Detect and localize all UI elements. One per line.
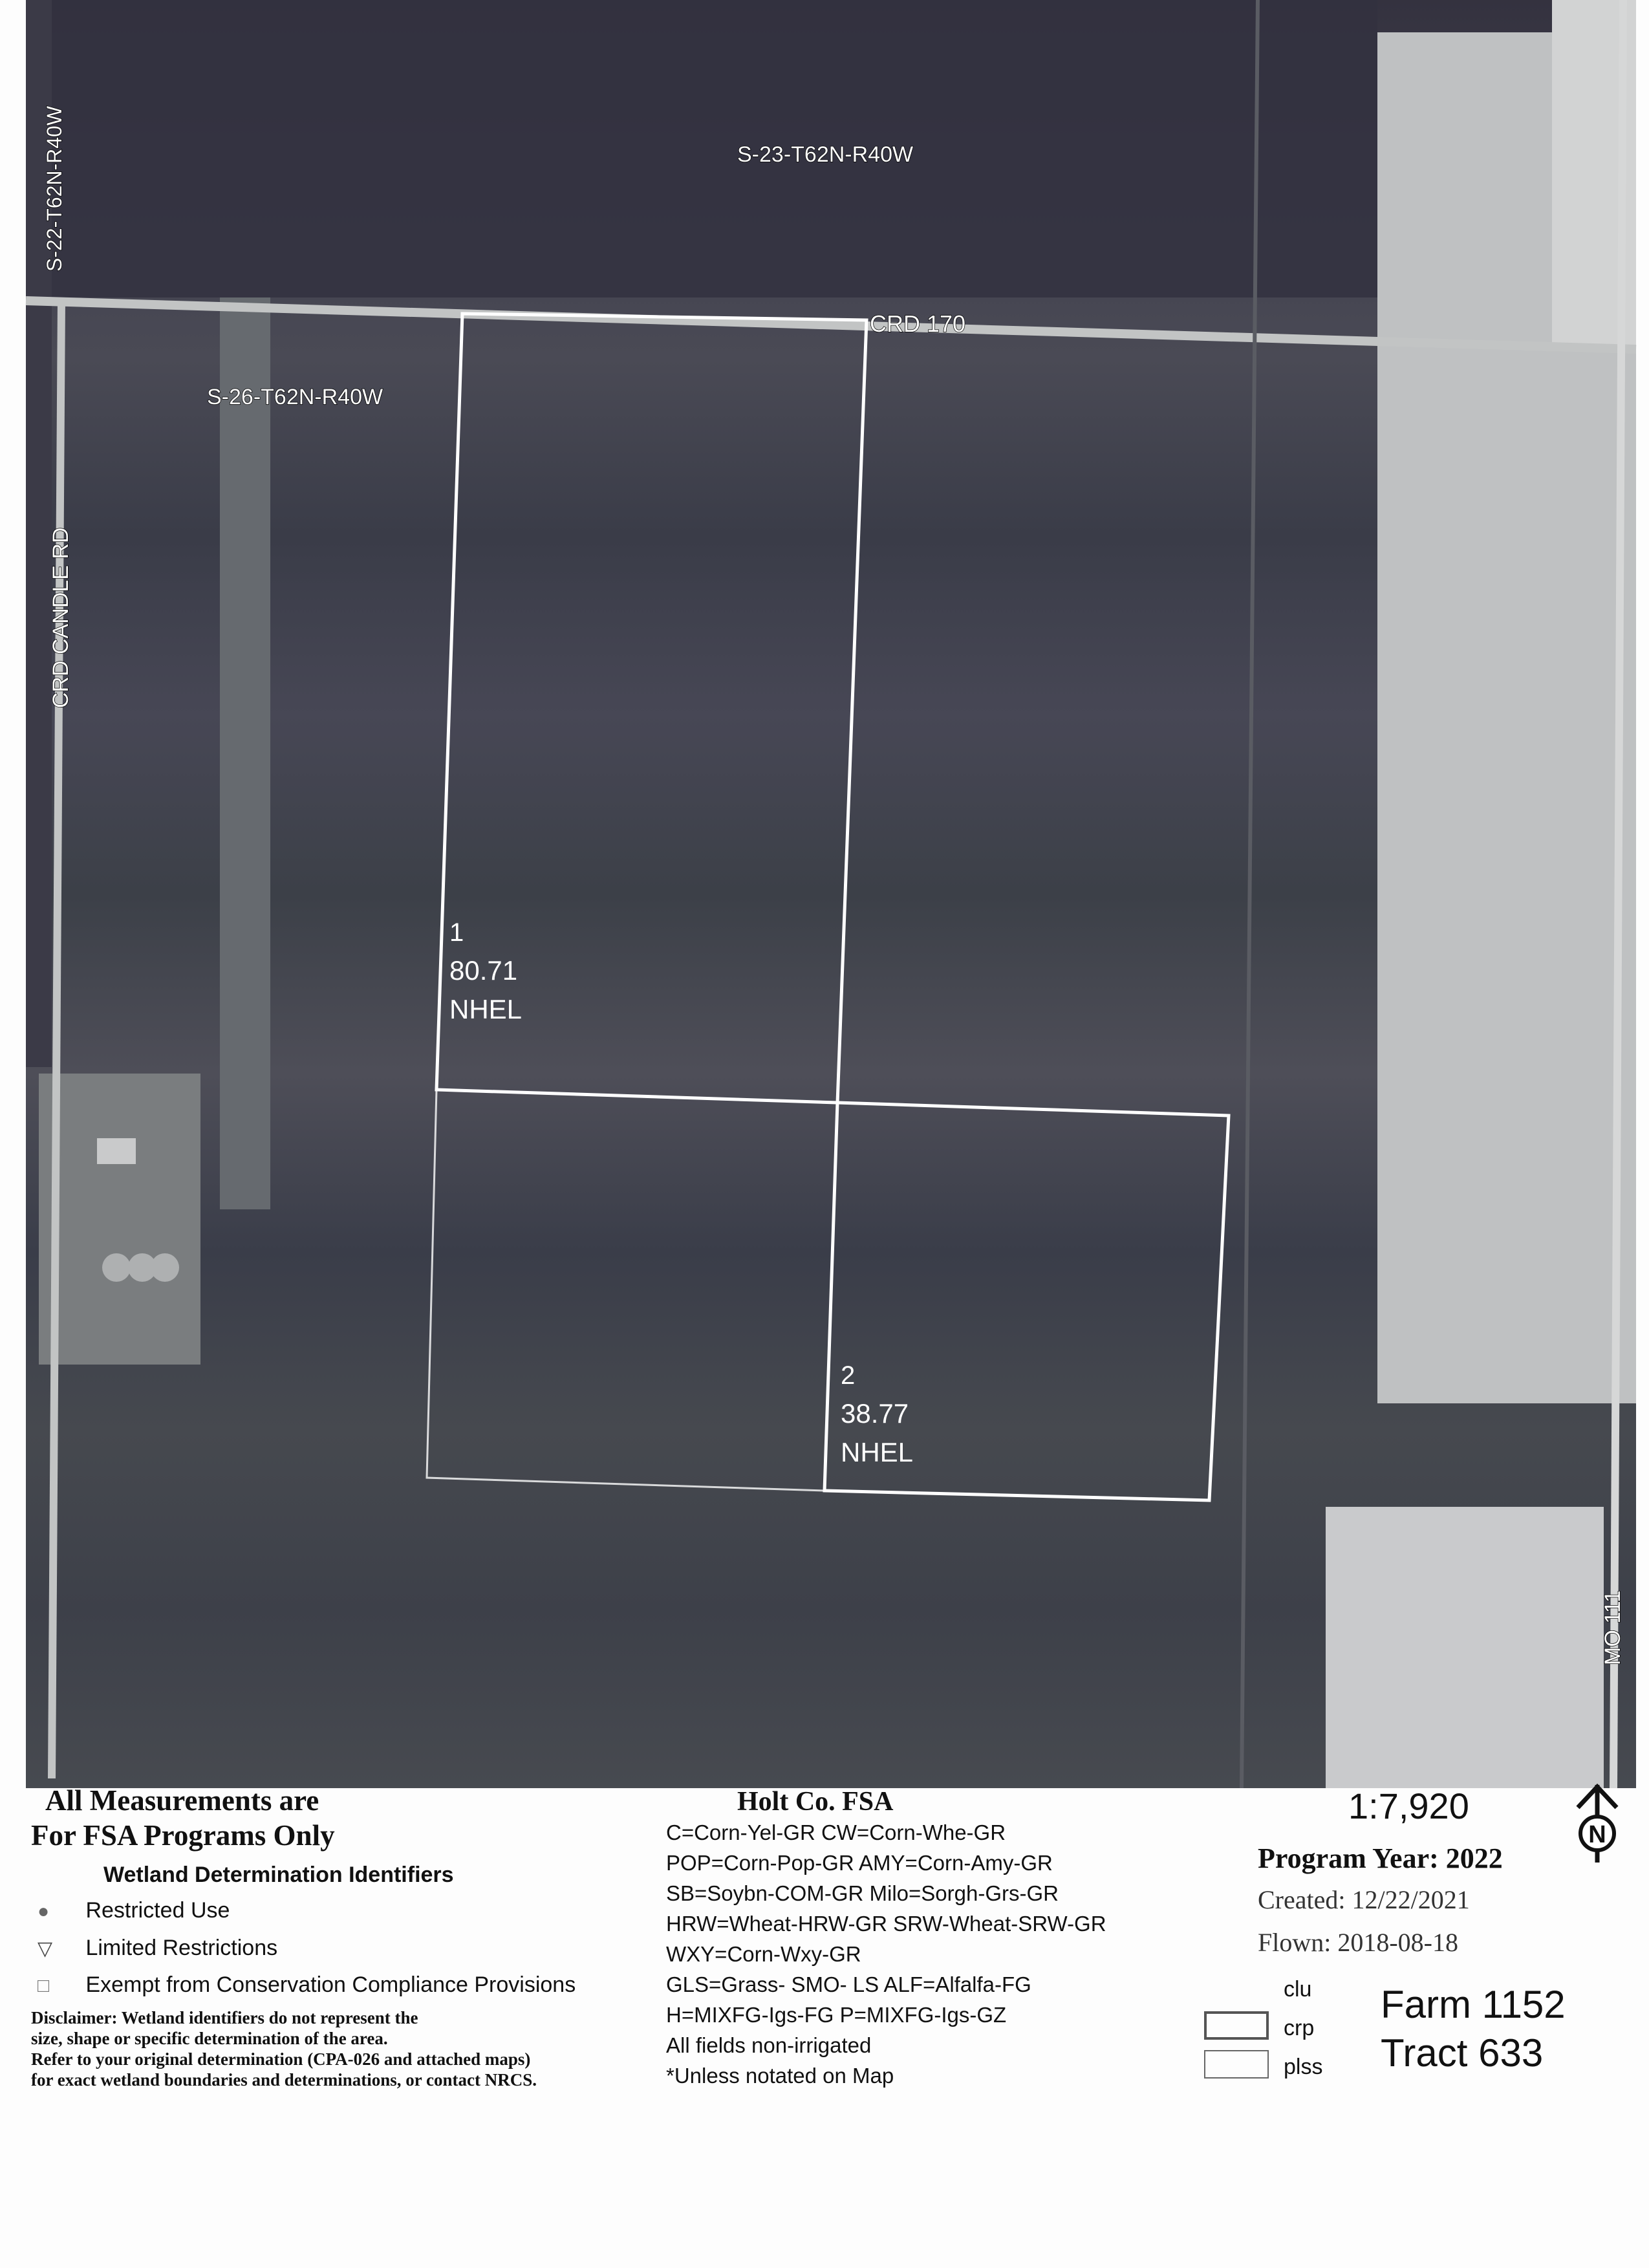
airstrip [220,297,270,1209]
road-label-mo-111: MO 111 [1600,1590,1625,1665]
road-label-candle-rd: CRD CANDLE RD [48,527,73,708]
exempt-label: Exempt from Conservation Compliance Provisions [85,1972,576,1997]
program-year: Program Year: 2022 [1258,1842,1503,1874]
measurements-note-line2: For FSA Programs Only [31,1819,335,1852]
legend-crp-swatch [1204,2011,1269,2040]
field-2-hel: NHEL [841,1437,914,1467]
flown-date: Flown: 2018-08-18 [1258,1928,1458,1957]
farm-number: Farm 1152 [1381,1983,1566,2026]
wetland-title: Wetland Determination Identifiers [103,1863,454,1887]
legend-plss-label: plss [1284,2055,1323,2079]
field-1-number: 1 [449,918,464,947]
restricted-use-label: Restricted Use [85,1898,230,1923]
farm-building [97,1138,136,1164]
legend-plss-swatch [1204,2050,1269,2079]
field-2-number: 2 [841,1361,856,1390]
measurements-note-line1: All Measurements are [45,1784,319,1817]
farmstead-area [39,1074,200,1365]
section-label-s26: S-26-T62N-R40W [207,385,383,409]
field-1-acres: 80.71 [449,955,518,986]
restricted-use-icon: ● [38,1901,50,1922]
north-arrow-icon [1568,1782,1626,1866]
light-field-southeast [1326,1507,1604,1788]
disclaimer-line-2: size, shape or specific determination of the area. [31,2029,388,2048]
crop-code-line-5: WXY=Corn-Wxy-GR [666,1942,861,1966]
crop-code-line-4: HRW=Wheat-HRW-GR SRW-Wheat-SRW-GR [666,1912,1106,1936]
crop-code-line-1: C=Corn-Yel-GR CW=Corn-Whe-GR [666,1820,1006,1844]
crop-code-line-7: H=MIXFG-Igs-FG P=MIXFG-Igs-GZ [666,2003,1007,2027]
disclaimer-line-4: for exact wetland boundaries and determinations, or contact NRCS. [31,2070,537,2090]
tract-number: Tract 633 [1381,2031,1544,2075]
legend-crp-label: crp [1284,2016,1315,2040]
grain-bin [151,1253,179,1282]
disclaimer-line-3: Refer to your original determination (CPA-026 and attached maps) [31,2049,531,2069]
crop-code-line-6: GLS=Grass- SMO- LS ALF=Alfalfa-FG [666,1972,1031,1996]
field-2-acres: 38.77 [841,1398,909,1429]
map-scale: 1:7,920 [1348,1786,1469,1826]
grain-bin [102,1253,131,1282]
limited-restrictions-icon: ▽ [38,1938,53,1960]
created-date: Created: 12/22/2021 [1258,1885,1470,1914]
office-name: Holt Co. FSA [737,1787,894,1817]
road-label-crd-170: CRD 170 [870,310,966,337]
north-arrow-letter: N [1588,1821,1606,1848]
crop-code-line-9: *Unless notated on Map [666,2064,894,2088]
field-north-strip [26,0,1377,297]
field-1-hel: NHEL [449,994,523,1024]
legend-clu-label: clu [1284,1977,1312,2002]
disclaimer-line-1: Disclaimer: Wetland identifiers do not represent the [31,2008,418,2027]
section-label-s22: S-22-T62N-R40W [43,105,66,272]
wetland-item-restricted [38,1898,230,1923]
exempt-icon: □ [38,1975,50,1996]
wetland-item-exempt [38,1972,576,1998]
limited-restrictions-label: Limited Restrictions [85,1936,278,1960]
crop-code-line-3: SB=Soybn-COM-GR Milo=Sorgh-Grs-GR [666,1881,1059,1905]
section-label-s23: S-23-T62N-R40W [737,142,914,167]
crop-code-line-8: All fields non-irrigated [666,2033,872,2057]
crop-code-line-2: POP=Corn-Pop-GR AMY=Corn-Amy-GR [666,1851,1053,1875]
wetland-item-limited [38,1936,277,1961]
